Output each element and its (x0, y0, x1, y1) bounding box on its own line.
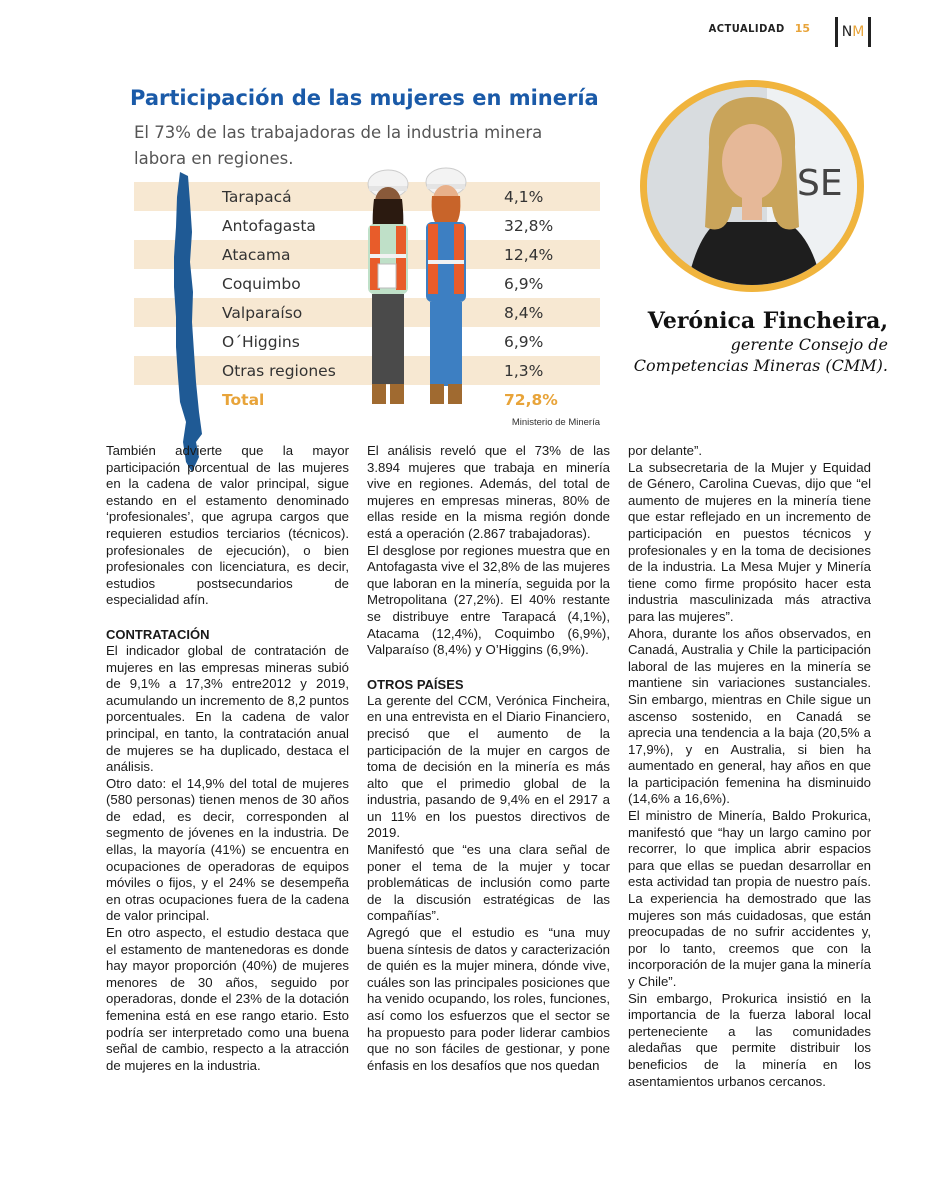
paragraph: También advierte que la mayor participación porcentual de las mujeres en la cadena de valor principal, sigue estando en el estamento denominado ‘profesionales’, que agrupa cargos que requieren estudios terciarios (técnicos). profesionales de ejecución), o bien profesionales con licenciatura, es decir, estudios postsecundarios de especialidad afín. (106, 443, 349, 608)
paragraph: La subsecretaria de la Mujer y Equidad de Género, Carolina Cuevas, dijo que “el aumento de mujeres en la minería tiene que estar reflejado en un incremento de participación en puestos técnicos y profesionales y en la toma de decisiones de la industria. La Mesa Mujer y Minería tiene como firme propósito hacer esta industria masculinizada más atractiva para las mujeres”. (628, 459, 871, 624)
paragraph: El desglose por regiones muestra que en Antofagasta vive el 32,8% de las mujeres que laboran en la minería, seguida por la Metropolitana (27,2%). El 40% restante se distribuye entre Tarapacá (4,1%), Atacama (12,4%), Coquimbo (6,9%), Valparaíso (8,4%) y O’Higgins (6,9%). (367, 542, 610, 658)
logo-letter-n: N (841, 24, 853, 40)
total-label: Total (222, 390, 265, 409)
region-name: Atacama (222, 245, 291, 264)
region-name: Antofagasta (222, 216, 316, 235)
portrait-caption (614, 308, 888, 376)
paragraph: En otro aspecto, el estudio destaca que el estamento de mantenedoras es donde hay mayor proporción (40%) de mujeres menores de 30 años, seguido por operadoras, donde el 23% de la dotación femenina está en ese rango etario. Esto podría ser interpretado como una buena señal de cambio, respecto a la atracción de mujeres en la industria. (106, 925, 349, 1073)
background-sign-text: SE (797, 163, 843, 204)
region-name: Otras regiones (222, 361, 336, 380)
total-pct: 72,8% (504, 390, 558, 409)
region-pct: 12,4% (504, 245, 554, 264)
region-pct: 4,1% (504, 187, 544, 206)
region-name: Tarapacá (222, 187, 292, 206)
infographic-title: Participación de las mujeres en minería (130, 86, 599, 110)
paragraph: Sin embargo, Prokurica insistió en la importancia de la fuerza laboral local perteneciente a las comunidades aledañas que permite distribuir los beneficios de la minería en los asentamientos urbanos cercanos. (628, 990, 871, 1089)
region-pct: 6,9% (504, 274, 544, 293)
person-role-line2: Competencias Mineras (CMM). (633, 356, 888, 375)
infographic-source: Ministerio de Minería (511, 417, 600, 428)
paragraph: El análisis reveló que el 73% de las 3.894 mujeres que trabaja en minería vive en regiones. Además, del total de mujeres en empresas mineras, 80% de ellas reside en la misma región donde está a operación (2.867 trabajadoras). (367, 443, 610, 541)
page-number: 15 (794, 22, 810, 35)
paragraph: Otro dato: el 14,9% del total de mujeres (580 personas) tienen menos de 30 años de edad, es decir, corresponden al segmento de jóvenes en la industria. De ellas, la mayoría (41%) se encuentra en ocupaciones de operadoras de equipos móviles o fijos, y el 24% se desempeña en otras ocupaciones fuera de la cadena de valor principal. (106, 775, 349, 924)
article-column-1 (106, 443, 349, 1074)
paragraph: Agregó que el estudio es “una muy buena síntesis de datos y caracterización de quién es la mujer minera, dónde vive, cuáles son las principales posiciones que ha venido ocupando, los roles, funciones, así como los esfuerzos que el sector se ha propuesto para poder liderar cambios que no son fáciles de gestionar, y pone énfasis en los desafíos que nos quedan (367, 925, 610, 1073)
page-header (709, 22, 810, 35)
paragraph: El indicador global de contratación de mujeres en las empresas mineras subió de 9,1% a 17,3% entre2012 y 2019, acumulando un incremento de 8,2 puntos porcentuales. En la cadena de valor principal, en tanto, la contratación anual de mujeres se ha duplicado, destaca el análisis. (106, 642, 349, 775)
section-heading: OTROS PAÍSES (367, 676, 464, 692)
article-column-2 (367, 443, 610, 1074)
infographic (126, 80, 606, 430)
region-name: Coquimbo (222, 274, 301, 293)
person-role-line1: gerente Consejo de (730, 335, 888, 354)
region-pct: 32,8% (504, 216, 554, 235)
paragraph: por delante”. (628, 443, 703, 458)
section-heading: CONTRATACIÓN (106, 626, 210, 642)
paragraph: El ministro de Minería, Baldo Prokurica, manifestó que “hay un largo camino por recorrer, lo que implica abrir espacios para que ellas se puedan desarrollar en esta actividad tan propia de nuestro país. La experiencia ha demostrado que las mujeres son más cuidadosas, que están preocupadas de no sufrir accidentes y, por lo tanto, creemos que con la incorporación de la mujer gana la minería y Chile”. (628, 808, 871, 989)
infographic-subtitle: El 73% de las trabajadoras de la industria minera labora en regiones. (134, 123, 543, 168)
paragraph: Manifestó que “es una clara señal de poner el tema de la mujer y tocar problemáticas de inclusión como parte de la discusión estratégicas de las compañías”. (367, 842, 610, 924)
magazine-logo (835, 17, 871, 47)
women-miners-illustration (354, 164, 484, 424)
paragraph: La gerente del CCM, Verónica Fincheira, en una entrevista en el Diario Financiero, precisó que el aumento de la participación de la mujer en cargos de toma de decisión en la minería es más alto que el primedio global de la industria, pasando de 9,4% en el 2917 a un 11% en los puestos directivos de 2019. (367, 692, 610, 841)
portrait-photo (640, 80, 864, 292)
chile-map-illustration (164, 172, 204, 472)
paragraph: Ahora, durante los años observados, en Canadá, Australia y Chile la participación laboral de las mujeres en la minería se mantiene sin variaciones sustanciales. Sin embargo, mientras en Chile sigue un ascenso sostenido, en Canadá se aprecia una tendencia a la baja (20,5% a 17,9%), y en Australia, si bien ha aumentado en general, hay años en que la participación femenina ha disminuido (14,6% a 16,6%). (628, 625, 871, 807)
region-pct: 6,9% (504, 332, 544, 351)
logo-letter-m: M (852, 24, 865, 40)
article-column-3 (628, 443, 871, 1090)
region-name: O´Higgins (222, 332, 300, 351)
section-label: ACTUALIDAD (708, 22, 785, 35)
region-pct: 8,4% (504, 303, 544, 322)
region-name: Valparaíso (222, 303, 303, 322)
region-pct: 1,3% (504, 361, 544, 380)
person-name: Verónica Fincheira, (647, 308, 888, 334)
